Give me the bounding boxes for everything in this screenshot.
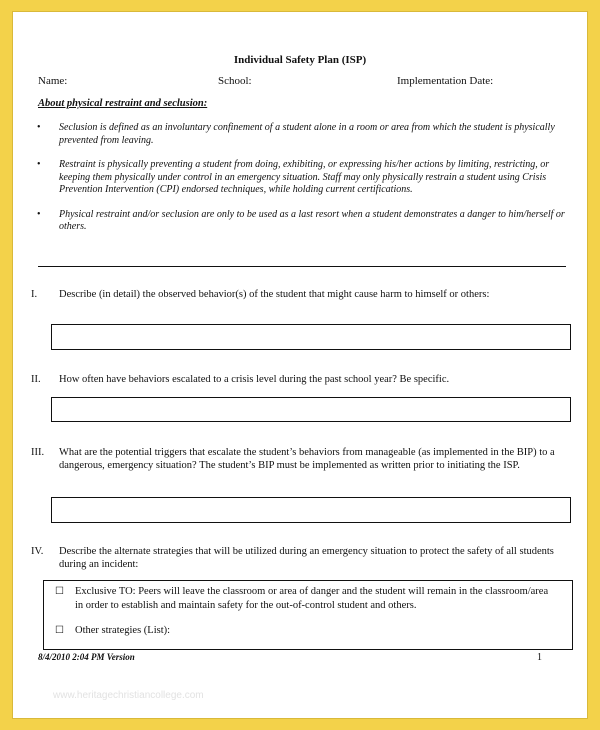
watermark-text: www.heritagechristiancollege.com [53, 690, 204, 701]
bullet-text: Physical restraint and/or seclusion are only to be used as a last resort when a student demonstrates a danger to him/herself or others. [59, 208, 565, 232]
option-other-strategies[interactable] [55, 624, 555, 638]
question-text: What are the potential triggers that escalate the student’s behaviors from manageable (as implemented in the BIP) to a dangerous, emergency situation? The student’s BIP must be implemented as written prior to initiating the ISP. [59, 447, 555, 471]
bullet-item [33, 159, 573, 197]
checkbox-icon[interactable]: ☐ [55, 625, 64, 636]
option-exclusive-to[interactable] [55, 585, 555, 613]
bullet-symbol: • [37, 159, 41, 170]
answer-field-2[interactable] [51, 397, 571, 422]
option-text: Exclusive TO: Peers will leave the classroom or area of danger and the student will remain in the classroom/area in order to establish and maintain safety for the out-of-control student and others. [75, 586, 549, 611]
bullet-symbol: • [37, 122, 41, 133]
question-number: III. [31, 447, 45, 458]
answer-field-3[interactable] [51, 497, 571, 523]
question-3 [31, 446, 571, 472]
question-text: Describe the alternate strategies that will be utilized during an emergency situation to protect the safety of all students during an incident: [59, 546, 554, 570]
name-label: Name: [38, 75, 68, 87]
checkbox-icon[interactable]: ☐ [55, 586, 64, 597]
document-title: Individual Safety Plan (ISP) [233, 54, 367, 66]
question-number: IV. [31, 546, 44, 557]
question-number: II. [31, 374, 41, 385]
bullet-text: Seclusion is defined as an involuntary confinement of a student alone in a room or area from which the student is physically prevented from leaving. [59, 122, 555, 146]
question-number: I. [31, 289, 38, 300]
bullet-list [33, 122, 573, 246]
question-text: Describe (in detail) the observed behavior(s) of the student that might cause harm to himself or others: [59, 289, 490, 300]
question-1 [31, 288, 571, 301]
question-text: How often have behaviors escalated to a crisis level during the past school year? Be specific. [59, 374, 450, 385]
footer-version: 8/4/2010 2:04 PM Version [38, 652, 135, 662]
bullet-item [33, 209, 573, 234]
bullet-item [33, 122, 573, 147]
about-heading: About physical restraint and seclusion: [38, 98, 208, 109]
answer-field-1[interactable] [51, 324, 571, 350]
page-number: 1 [537, 652, 542, 663]
document-page [13, 12, 587, 718]
option-text: Other strategies (List): [75, 625, 171, 636]
bullet-text: Restraint is physically preventing a student from doing, exhibiting, or expressing his/her actions by limiting, restricting, or keeping them physically under control in an emergency situation. Staff may only physically restrain a student using Crisis Prevention Intervention (CPI) endorsed techniques, while holding current certifications. [59, 159, 550, 195]
question-2 [31, 373, 571, 386]
bullet-symbol: • [37, 208, 41, 220]
question-4 [31, 545, 571, 571]
school-label: School: [218, 75, 252, 87]
section-divider [38, 266, 566, 267]
implementation-date-label: Implementation Date: [397, 75, 494, 87]
